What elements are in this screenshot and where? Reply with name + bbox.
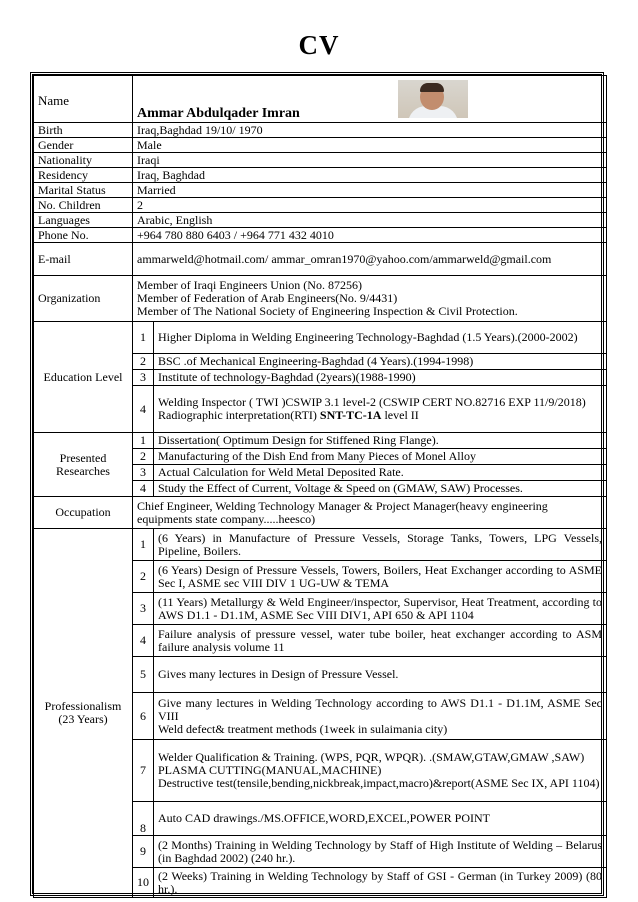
professionalism-num: 10 <box>133 868 154 898</box>
residency-value: Iraq, Baghdad <box>133 168 607 183</box>
organization-line: Member of The National Society of Engineering Inspection & Civil Protection. <box>137 304 518 318</box>
research-item: Dissertation( Optimum Design for Stiffened Ring Flange). <box>154 433 607 449</box>
nationality-value: Iraqi <box>133 153 607 168</box>
research-item: Manufacturing of the Dish End from Many Pieces of Monel Alloy <box>154 449 607 465</box>
phone-value: +964 780 880 6403 / +964 771 432 4010 <box>133 228 607 243</box>
professionalism-item: (2 Months) Training in Welding Technology by Staff of High Institute of Welding – Belarus (in Baghdad 2002) (240 hr.). <box>154 836 607 868</box>
education-num: 2 <box>133 354 154 370</box>
professionalism-row <box>34 529 607 561</box>
birth-row <box>34 123 607 138</box>
gender-label: Gender <box>34 138 133 153</box>
research-item: Actual Calculation for Weld Metal Deposited Rate. <box>154 465 607 481</box>
page-title: CV <box>298 30 340 60</box>
professionalism-num: 3 <box>133 593 154 625</box>
professionalism-item: (2 Weeks) Training in Welding Technology by Staff of GSI - German (in Turkey 2009) (80 hr.). <box>154 868 607 898</box>
birth-label: Birth <box>34 123 133 138</box>
education-item: BSC .of Mechanical Engineering-Baghdad (4 Years).(1994-1998) <box>154 354 607 370</box>
professionalism-num: 2 <box>133 561 154 593</box>
education-row <box>34 322 607 354</box>
languages-label: Languages <box>34 213 133 228</box>
occupation-row <box>34 497 607 529</box>
organization-label: Organization <box>34 276 133 322</box>
professionalism-item: Gives many lectures in Design of Pressure Vessel. <box>154 657 607 693</box>
phone-row <box>34 228 607 243</box>
professionalism-num: 9 <box>133 836 154 868</box>
professionalism-item-detail: Destructive test(tensile,bending,nickbreak,impact,macro)&report(ASME Sec IX, API 1104) <box>158 776 600 790</box>
professionalism-item: Auto CAD drawings./MS.OFFICE,WORD,EXCEL,POWER POINT <box>154 802 607 836</box>
professionalism-item: Give many lectures in Welding Technology according to AWS D1.1 - D1.1M, ASME Sec VIII <box>158 695 602 723</box>
birth-value: Iraq,Baghdad 19/10/ 1970 <box>133 123 607 138</box>
research-label: Presented Researches <box>34 433 133 497</box>
occupation-label: Occupation <box>34 497 133 529</box>
gender-value: Male <box>133 138 607 153</box>
professionalism-num: 7 <box>133 740 154 802</box>
research-num: 4 <box>133 481 154 497</box>
residency-label: Residency <box>34 168 133 183</box>
research-num: 2 <box>133 449 154 465</box>
professionalism-item: (6 Years) Design of Pressure Vessels, Towers, Boilers, Heat Exchanger according to ASME Sec I, ASME sec VIII DIV 1 UG-UW & TEMA <box>154 561 607 593</box>
gender-row <box>34 138 607 153</box>
phone-label: Phone No. <box>34 228 133 243</box>
research-item: Study the Effect of Current, Voltage & Speed on (GMAW, SAW) Processes. <box>154 481 607 497</box>
professionalism-num: 8 <box>133 802 154 836</box>
children-value: 2 <box>133 198 607 213</box>
professionalism-item: Failure analysis of pressure vessel, water tube boiler, heat exchanger according to ASM failure analysis volume 11 <box>154 625 607 657</box>
residency-row <box>34 168 607 183</box>
children-label: No. Children <box>34 198 133 213</box>
professionalism-item-detail: Weld defect& treatment methods (1week in sulaimania city) <box>158 721 448 736</box>
research-row <box>34 433 607 449</box>
professionalism-num: 1 <box>133 529 154 561</box>
email-row <box>34 243 607 276</box>
email-label: E-mail <box>34 243 133 276</box>
education-num: 3 <box>133 370 154 386</box>
professionalism-label: Professionalism (23 Years) <box>34 529 133 898</box>
organization-row <box>34 276 607 322</box>
education-item: Institute of technology-Baghdad (2years)(1988-1990) <box>154 370 607 386</box>
research-num: 1 <box>133 433 154 449</box>
marital-status-value: Married <box>133 183 607 198</box>
research-num: 3 <box>133 465 154 481</box>
professionalism-num: 6 <box>133 693 154 740</box>
professionalism-item: (11 Years) Metallurgy & Weld Engineer/inspector, Supervisor, Heat Treatment, according to AWS D1.1 - D1.1M, ASME Sec VIII DIV1, API 650 & API 1104 <box>154 593 607 625</box>
email-value: ammarweld@hotmail.com/ ammar_omran1970@yahoo.com/ammarweld@gmail.com <box>133 243 607 276</box>
education-item-detail: Radiographic interpretation(RTI) SNT-TC-1A level II <box>158 408 419 422</box>
professionalism-num: 4 <box>133 625 154 657</box>
education-item: Welding Inspector ( TWI )CSWIP 3.1 level-2 (CSWIP CERT NO.82716 EXP 11/9/2018) <box>158 395 586 409</box>
name-value: Ammar Abdulqader Imran <box>137 106 300 121</box>
education-label: Education Level <box>34 322 133 433</box>
education-num: 1 <box>133 322 154 354</box>
marital-status-label: Marital Status <box>34 183 133 198</box>
name-label: Name <box>34 76 133 123</box>
professionalism-item: (6 Years) in Manufacture of Pressure Vessels, Storage Tanks, Towers, LPG Vessels, Pipeline, Boilers. <box>154 529 607 561</box>
nationality-row <box>34 153 607 168</box>
languages-value: Arabic, English <box>133 213 607 228</box>
name-row <box>34 76 607 123</box>
nationality-label: Nationality <box>34 153 133 168</box>
profile-photo <box>398 80 468 118</box>
cv-table <box>33 75 607 898</box>
professionalism-item: Welder Qualification & Training. (WPS, PQR, WPQR). .(SMAW,GTAW,GMAW ,SAW) PLASMA CUTTING(MANUAL,MACHINE) <box>158 750 585 777</box>
professionalism-num: 5 <box>133 657 154 693</box>
organization-line: Member of Federation of Arab Engineers(No. 9/4431) <box>137 291 398 305</box>
education-item: Higher Diploma in Welding Engineering Technology-Baghdad (1.5 Years).(2000-2002) <box>154 322 607 354</box>
occupation-value: Chief Engineer, Welding Technology Manager & Project Manager(heavy engineering equipments state company.....heesco) <box>133 497 607 529</box>
organization-line: Member of Iraqi Engineers Union (No. 87256) <box>137 278 362 292</box>
education-num: 4 <box>133 386 154 433</box>
languages-row <box>34 213 607 228</box>
marital-status-row <box>34 183 607 198</box>
children-row <box>34 198 607 213</box>
